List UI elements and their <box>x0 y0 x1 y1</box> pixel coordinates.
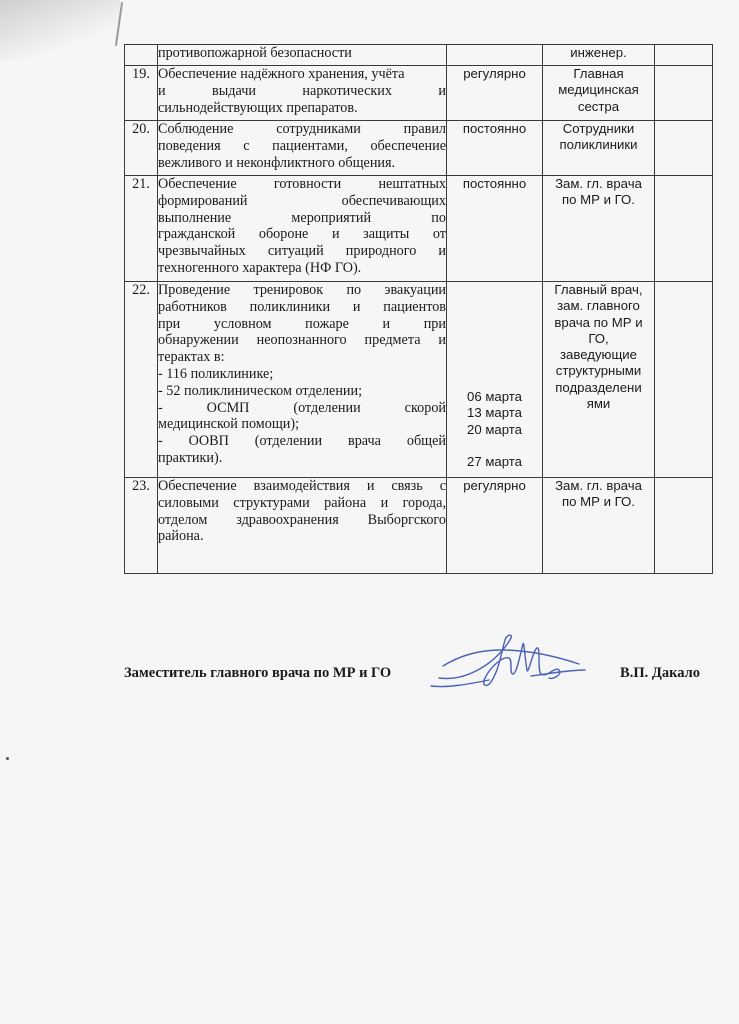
task-line: Обеспечение надёжного хранения, учёта <box>158 66 405 82</box>
responsible-line: врача по МР и <box>554 314 643 330</box>
task-line: противопожарной безопасности <box>158 45 352 61</box>
row-number: 23. <box>125 478 158 574</box>
task-line: отделом здравоохранения Выборгского <box>158 511 446 528</box>
responsible-line: ГО, <box>588 330 609 346</box>
responsible-line: Главный врач, <box>554 282 643 297</box>
table-row <box>125 45 713 66</box>
task-line: выполнение мероприятий по <box>158 209 446 226</box>
signer-position: Заместитель главного врача по МР и ГО <box>124 665 392 681</box>
term-line: 20 марта <box>466 421 522 437</box>
task-line: Соблюдение сотрудниками правил <box>158 121 446 137</box>
task-line: обнаружении неопознанного предмета и <box>158 332 446 349</box>
term-cell <box>447 176 543 282</box>
responsible-line: по МР и ГО. <box>562 494 635 510</box>
handwritten-signature <box>429 630 589 700</box>
responsible-cell <box>543 66 655 121</box>
responsible-cell <box>543 282 655 478</box>
task-line: сильнодействующих препаратов. <box>158 99 358 116</box>
task-line: - ООВП (отделении врача общей <box>158 433 446 450</box>
note-cell <box>655 121 713 176</box>
task-line: формирований обеспечивающих <box>158 192 446 209</box>
row-number: 19. <box>125 66 158 121</box>
term-line: регулярно <box>463 478 526 493</box>
term-cell <box>447 478 543 574</box>
responsible-line: медицинская <box>558 82 639 98</box>
task-cell <box>158 176 447 282</box>
task-line: медицинской помощи); <box>158 416 300 433</box>
term-line: постоянно <box>462 121 527 136</box>
task-line: силовыми структурами района и города, <box>158 494 446 511</box>
row-number <box>125 45 158 66</box>
note-cell <box>655 478 713 574</box>
responsible-cell <box>543 45 655 66</box>
responsible-line: зам. главного <box>557 298 640 314</box>
activities-table <box>124 44 713 574</box>
task-line: практики). <box>158 449 223 466</box>
task-line: Обеспечение готовности нештатных <box>158 176 446 192</box>
term-cell <box>447 45 543 66</box>
term-line: постоянно <box>462 176 527 191</box>
task-cell <box>158 478 447 574</box>
task-cell <box>158 45 447 66</box>
note-cell <box>655 176 713 282</box>
term-spacer <box>447 438 542 454</box>
table-row <box>125 121 713 176</box>
task-line: терактах в: <box>158 349 225 366</box>
term-cell <box>447 66 543 121</box>
task-line: - 116 поликлинике; <box>158 365 274 382</box>
row-number: 21. <box>125 176 158 282</box>
responsible-line: инженер. <box>570 45 627 60</box>
row-number: 22. <box>125 282 158 478</box>
task-line: гражданской обороне и защиты от <box>158 226 446 243</box>
task-cell <box>158 121 447 176</box>
task-cell <box>158 66 447 121</box>
task-line: и выдачи наркотических и <box>158 82 446 99</box>
task-line: техногенного характера (НФ ГО). <box>158 259 362 276</box>
task-line: поведения с пациентами, обеспечение <box>158 137 446 154</box>
term-line: 13 марта <box>466 405 522 421</box>
term-line: 27 марта <box>466 453 522 469</box>
note-cell <box>655 282 713 478</box>
term-line: 06 марта <box>466 389 522 404</box>
table-row <box>125 282 713 478</box>
note-cell <box>655 45 713 66</box>
responsible-line: сестра <box>577 98 620 114</box>
term-cell <box>447 282 543 478</box>
responsible-line: Сотрудники <box>562 121 635 136</box>
signature-block <box>124 660 712 710</box>
note-cell <box>655 66 713 121</box>
dates-list <box>447 282 542 470</box>
term-line: регулярно <box>463 66 526 81</box>
row-number: 20. <box>125 121 158 176</box>
responsible-line: поликлиники <box>559 137 638 153</box>
table-row <box>125 176 713 282</box>
scan-shadow <box>0 0 120 60</box>
task-cell <box>158 282 447 478</box>
signer-name: В.П. Дакало <box>620 665 700 681</box>
task-line: - 52 поликлиническом отделении; <box>158 382 363 399</box>
responsible-cell <box>543 176 655 282</box>
task-line: чрезвычайных ситуаций природного и <box>158 243 446 260</box>
scan-speck <box>6 757 9 760</box>
responsible-cell <box>543 121 655 176</box>
responsible-line: Зам. гл. врача <box>555 176 642 191</box>
task-line: работников поликлиники и пациентов <box>158 298 446 315</box>
task-line: района. <box>158 528 204 545</box>
task-line: при условном пожаре и при <box>158 315 446 332</box>
responsible-line: ями <box>586 396 611 412</box>
task-line: Проведение тренировок по эвакуации <box>158 282 446 298</box>
responsible-line: подразделени <box>555 379 642 395</box>
responsible-line: Главная <box>573 66 624 81</box>
task-line: вежливого и неконфликтного общения. <box>158 154 396 171</box>
responsible-line: Зам. гл. врача <box>555 478 642 493</box>
responsible-line: заведующие <box>559 347 637 363</box>
task-line: - ОСМП (отделении скорой <box>158 399 446 416</box>
responsible-line: структурными <box>555 363 642 379</box>
term-cell <box>447 121 543 176</box>
table-row <box>125 66 713 121</box>
table-row <box>125 478 713 574</box>
task-line: Обеспечение взаимодействия и связь с <box>158 478 446 494</box>
responsible-line: по МР и ГО. <box>562 192 635 208</box>
responsible-cell <box>543 478 655 574</box>
